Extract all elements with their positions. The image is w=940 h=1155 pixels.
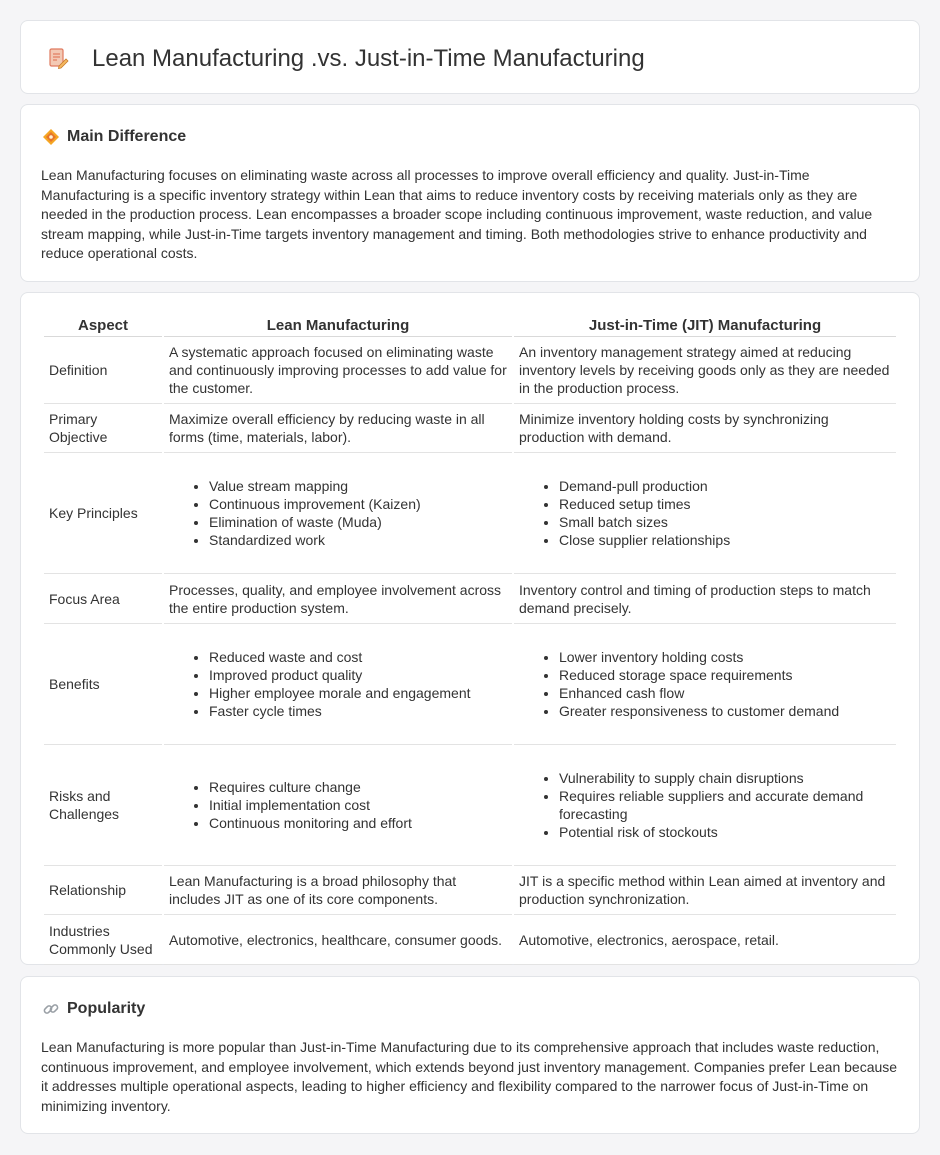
table-row (44, 624, 896, 745)
lean-cell: Automotive, electronics, healthcare, consumer goods. (164, 915, 512, 965)
list-item: • Vulnerability to supply chain disruptions (559, 769, 891, 787)
table-row (44, 453, 896, 574)
header-aspect: Aspect (44, 313, 162, 337)
lean-cell: A systematic approach focused on eliminating waste and continuously improving processes to add value for the customer. (164, 337, 512, 404)
jit-list (559, 648, 891, 720)
list-item: • Continuous monitoring and effort (209, 814, 507, 832)
popularity-title: Popularity (67, 1000, 146, 1017)
lean-cell (164, 453, 512, 574)
list-item: • Demand-pull production (559, 477, 891, 495)
aspect-cell: Definition (44, 337, 162, 404)
jit-cell: Inventory control and timing of production steps to match demand precisely. (514, 574, 896, 624)
popularity-card (20, 976, 920, 1134)
jit-cell: An inventory management strategy aimed at reducing inventory levels by receiving goods only as they are needed in the production process. (514, 337, 896, 404)
table-row (44, 337, 896, 404)
list-item: • Faster cycle times (209, 702, 507, 720)
lean-cell: Maximize overall efficiency by reducing waste in all forms (time, materials, labor). (164, 404, 512, 453)
list-item: • Lower inventory holding costs (559, 648, 891, 666)
table-row (44, 574, 896, 624)
table-header-row (44, 313, 896, 337)
table-row (44, 404, 896, 453)
header-lean: Lean Manufacturing (164, 313, 512, 337)
jit-list (559, 477, 891, 549)
table-row (44, 866, 896, 915)
table-row (44, 745, 896, 866)
lean-list (209, 648, 507, 720)
list-item: • Elimination of waste (Muda) (209, 513, 507, 531)
comparison-table-card (20, 292, 920, 965)
diamond-icon (42, 128, 60, 146)
list-item: • Greater responsiveness to customer demand (559, 702, 891, 720)
lean-cell (164, 745, 512, 866)
jit-cell: Minimize inventory holding costs by synchronizing production with demand. (514, 404, 896, 453)
aspect-cell: Primary Objective (44, 404, 162, 453)
list-item: • Reduced setup times (559, 495, 891, 513)
list-item: • Higher employee morale and engagement (209, 684, 507, 702)
main-difference-card (20, 104, 920, 282)
lean-list (209, 778, 507, 832)
main-difference-title: Main Difference (67, 128, 187, 145)
list-item: • Potential risk of stockouts (559, 823, 891, 841)
list-item: • Reduced waste and cost (209, 648, 507, 666)
list-item: • Small batch sizes (559, 513, 891, 531)
comparison-table (42, 313, 898, 965)
jit-cell (514, 453, 896, 574)
list-item: • Reduced storage space requirements (559, 666, 891, 684)
header-card (20, 20, 920, 94)
list-item: • Close supplier relationships (559, 531, 891, 549)
jit-list (559, 769, 891, 841)
jit-cell (514, 624, 896, 745)
popularity-text: Lean Manufacturing is more popular than Just-in-Time Manufacturing due to its comprehensive approach that includes waste reduction, continuous improvement, and employee involvement, which extends beyond just inventory management. Companies prefer Lean because it addresses multiple operational aspects, leading to higher efficiency and flexibility compared to the narrower focus of Just-in-Time on minimizing inventory. (41, 1039, 898, 1114)
aspect-cell: Industries Commonly Used (44, 915, 162, 965)
jit-cell: JIT is a specific method within Lean aimed at inventory and production synchronization. (514, 866, 896, 915)
list-item: • Continuous improvement (Kaizen) (209, 495, 507, 513)
lean-list (209, 477, 507, 549)
lean-cell (164, 624, 512, 745)
lean-cell: Lean Manufacturing is a broad philosophy that includes JIT as one of its core components. (164, 866, 512, 915)
aspect-cell: Focus Area (44, 574, 162, 624)
list-item: • Requires culture change (209, 778, 507, 796)
aspect-cell: Relationship (44, 866, 162, 915)
table-row (44, 915, 896, 965)
list-item: • Initial implementation cost (209, 796, 507, 814)
list-item: • Standardized work (209, 531, 507, 549)
list-item: • Requires reliable suppliers and accurate demand forecasting (559, 787, 891, 823)
link-icon (42, 1000, 60, 1018)
page-title: Lean Manufacturing .vs. Just-in-Time Manufacturing (92, 45, 645, 72)
list-item: • Enhanced cash flow (559, 684, 891, 702)
list-item: • Improved product quality (209, 666, 507, 684)
jit-cell (514, 745, 896, 866)
document-edit-icon (47, 47, 69, 69)
main-difference-text: Lean Manufacturing focuses on eliminating waste across all processes to improve overall efficiency and quality. Just-in-Time Manufacturing is a specific inventory strategy within Lean that aims to reduce inventory costs by receiving materials only as they are needed in the production process. Lean encompasses a broader scope including continuous improvement, waste reduction, and value stream mapping, while Just-in-Time targets inventory management and timing. Both methodologies strive to enhance productivity and reduce operational costs. (41, 167, 873, 261)
jit-cell: Automotive, electronics, aerospace, retail. (514, 915, 896, 965)
header-jit: Just-in-Time (JIT) Manufacturing (514, 313, 896, 337)
aspect-cell: Benefits (44, 624, 162, 745)
aspect-cell: Risks and Challenges (44, 745, 162, 866)
lean-cell: Processes, quality, and employee involvement across the entire production system. (164, 574, 512, 624)
aspect-cell: Key Principles (44, 453, 162, 574)
list-item: • Value stream mapping (209, 477, 507, 495)
